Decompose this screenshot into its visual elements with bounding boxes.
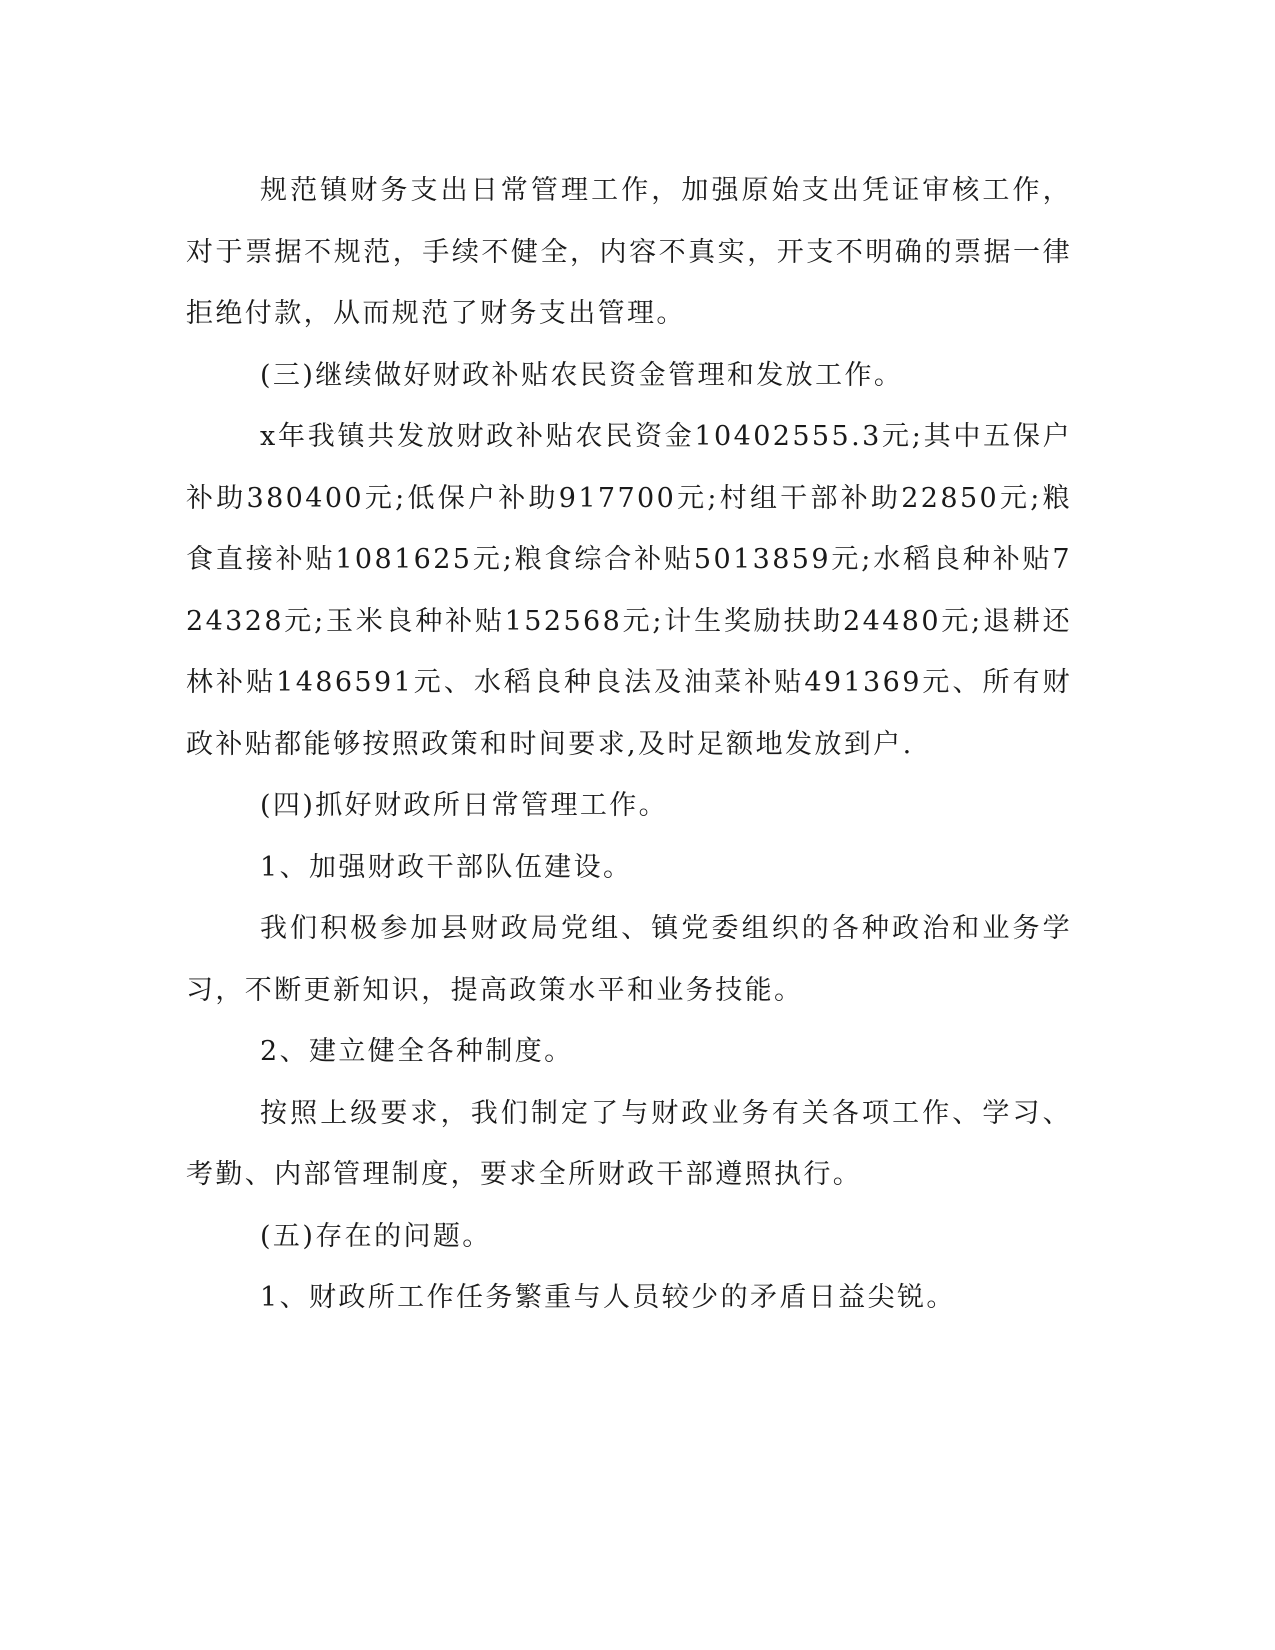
paragraph-expenditure-management: 规范镇财务支出日常管理工作，加强原始支出凭证审核工作，对于票据不规范，手续不健全，内容不真实，开支不明确的票据一律拒绝付款，从而规范了财务支出管理。 (186, 175, 1072, 329)
heading-section-3: (三)继续做好财政补贴农民资金管理和发放工作。 (260, 359, 904, 391)
paragraph-study: 我们积极参加县财政局党组、镇党委组织的各种政治和业务学习，不断更新知识，提高政策水平和业务技能。 (186, 913, 1072, 1006)
heading-section-5: (五)存在的问题。 (260, 1220, 492, 1252)
paragraph-subsidy-amounts: x年我镇共发放财政补贴农民资金10402555.3元;其中五保户补助380400元;低保户补助917700元;村组干部补助22850元;粮食直接补贴1081625元;粮食综合补贴5013859元;水稻良种补贴724328元;玉米良种补贴152568元;计生奖励扶助24480元;退耕还林补贴1486591元、水稻良种良法及油菜补贴491369元、所有财政补贴都能够按照政策和时间要求,及时足额地发放到户. (186, 421, 1072, 760)
heading-section-4: (四)抓好财政所日常管理工作。 (260, 790, 669, 821)
paragraph-regulations: 按照上级要求，我们制定了与财政业务有关各项工作、学习、考勤、内部管理制度，要求全所财政干部遵照执行。 (186, 1097, 1072, 1190)
paragraph-problem-1: 1、财政所工作任务繁重与人员较少的矛盾日益尖锐。 (260, 1282, 956, 1313)
document-body (186, 160, 1072, 1329)
subheading-systems: 2、建立健全各种制度。 (260, 1036, 574, 1067)
subheading-team-building: 1、加强财政干部队伍建设。 (260, 851, 633, 883)
